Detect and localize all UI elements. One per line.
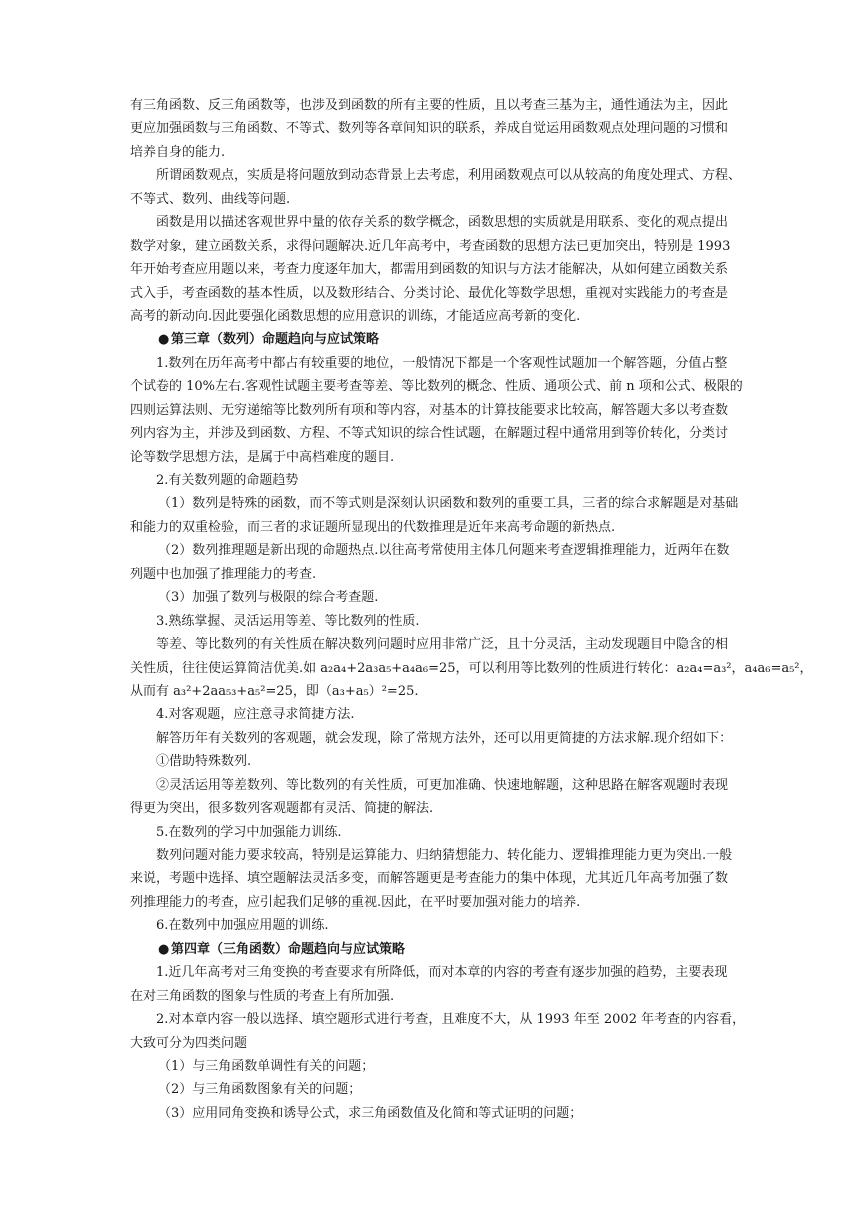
text-line (156, 211, 740, 234)
text-line (158, 1055, 740, 1078)
line-text: （3）应用同角变换和诱导公式，求三角函数值及化简和等式证明的问题； (158, 1105, 583, 1121)
line-text: 高考的新动向.因此要强化函数思想的应用意识的训练，才能适应高考新的变化. (130, 308, 581, 324)
text-line (156, 610, 740, 633)
line-text: 5.在数列的学习中加强能力训练. (156, 824, 342, 840)
text-line (130, 446, 740, 469)
text-line (130, 657, 813, 680)
bullet-icon: ● (158, 332, 170, 348)
section-heading (158, 328, 740, 351)
text-line (130, 375, 743, 398)
line-text: 列推理能力的考查，应引起我们足够的重视.因此，在平时要加强对能力的培养. (130, 894, 581, 910)
line-text: 等差、等比数列的有关性质在解决数列问题时应用非常广泛，且十分灵活，主动发现题目中隐含的相 (156, 637, 729, 653)
text-line (130, 94, 740, 117)
line-text: 数学对象，建立函数关系，求得问题解决.近几年高考中，考查函数的思想方法已更加突出，特别是 1993 (130, 238, 731, 254)
line-text: 和能力的双重检验，而三者的求证题所显现出的代数推理是近年来高考命题的新热点. (130, 519, 616, 535)
text-line (156, 469, 740, 492)
text-line (158, 539, 740, 562)
text-line (130, 563, 740, 586)
text-line (156, 352, 740, 375)
text-line (130, 305, 740, 328)
text-line (156, 164, 740, 187)
line-text: ①借助特殊数列. (156, 754, 252, 770)
line-text: 1.数列在历年高考中都占有较重要的地位，一般情况下都是一个客观性试题加一个解答题，分值占整 (156, 355, 728, 371)
line-text: 论等数学思想方法，是属于中高档难度的题目. (130, 449, 395, 465)
line-text: ②灵活运用等差数列、等比数列的有关性质，可更加准确、快速地解题，这种思路在解客观题时表现 (156, 777, 729, 793)
line-text: 大致可分为四类问题 (130, 1035, 248, 1051)
text-line (130, 188, 740, 211)
text-line (130, 797, 740, 820)
line-text: 有三角函数、反三角函数等，也涉及到函数的所有主要的性质，且以考查三基为主，通性通法为主，因此 (130, 98, 729, 113)
line-text: 函数是用以描述客观世界中量的依存关系的数学概念，函数思想的实质就是用联系、变化的观点提出 (156, 215, 729, 231)
line-text: 6.在数列中加强应用题的训练. (156, 918, 329, 934)
bullet-icon: ● (158, 941, 170, 957)
line-text: 1.近几年高考对三角变换的考查要求有所降低，而对本章的内容的考查有逐步加强的趋势，主要表现 (156, 965, 728, 981)
line-text: （1）与三角函数单调性有关的问题； (158, 1058, 375, 1074)
text-line (130, 117, 740, 140)
text-line (158, 1102, 740, 1125)
line-text: 式入手，考查函数的基本性质，以及数形结合、分类讨论、最优化等数学思想，重视对实践能力的考查是 (130, 285, 729, 301)
line-text: 从而有 a₃²+2aa₅₃+a₅²=25，即（a₃+a₅）²=25. (130, 683, 419, 699)
line-text: 2.有关数列题的命题趋势 (156, 473, 299, 488)
line-text: 培养自身的能力. (130, 144, 226, 160)
text-line (130, 141, 740, 164)
line-text: （2）与三角函数图象有关的问题； (158, 1082, 362, 1098)
text-line (130, 1032, 740, 1055)
text-line (156, 1008, 746, 1031)
line-text: 四则运算法则、无穷递缩等比数列所有项和等内容，对基本的计算技能要求比较高，解答题大多以考查数 (130, 402, 729, 418)
line-text: 在对三角函数的图象与性质的考查上有所加强. (130, 988, 395, 1004)
line-text: 列内容为主，并涉及到函数、方程、不等式知识的综合性试题，在解题过程中通常用到等价转化，分类讨 (130, 426, 729, 442)
text-line (158, 1078, 740, 1101)
text-line (130, 399, 740, 422)
line-text: 3.熟练掌握、灵活运用等差、等比数列的性质. (156, 613, 420, 629)
text-line (156, 914, 740, 937)
text-line (156, 821, 740, 844)
text-line (156, 961, 740, 984)
section-heading (158, 938, 740, 961)
line-text: 所谓函数观点，实质是将问题放到动态背景上去考虑，利用函数观点可以从较高的角度处理式、方程、 (156, 168, 742, 184)
line-text: 不等式、数列、曲线等问题. (130, 191, 291, 207)
text-line (156, 703, 740, 726)
line-text: 解答历年有关数列的客观题，就会发现，除了常规方法外，还可以用更简捷的方法求解.现介绍如下： (156, 730, 733, 746)
text-line (156, 750, 740, 773)
text-line (130, 282, 740, 305)
text-line (156, 774, 740, 797)
line-text: 第四章（三角函数）命题趋向与应试策略 (171, 941, 406, 957)
line-text: 年开始考查应用题以来，考查力度逐年加大，都需用到函数的知识与方法才能解决，从如何建立函数关系 (130, 262, 729, 278)
line-text: 个试卷的 10%左右.客观性试题主要考查等差、等比数列的概念、性质、通项公式、前 n 项和公式、极限的 (130, 379, 743, 395)
text-line (130, 235, 740, 258)
line-text: 更应加强函数与三角函数、不等式、数列等各章间知识的联系，养成自觉运用函数观点处理问题的习惯和 (130, 121, 729, 137)
text-body (130, 94, 813, 1125)
text-line (130, 680, 740, 703)
text-line (156, 633, 740, 656)
text-line (130, 258, 740, 281)
line-text: 得更为突出，很多数列客观题都有灵活、简捷的解法. (130, 801, 434, 817)
text-line (158, 586, 740, 609)
line-text: 4.对客观题，应注意寻求简捷方法. (156, 707, 355, 723)
text-line (156, 844, 740, 867)
text-line (158, 492, 740, 515)
text-line (156, 727, 740, 750)
line-text: （2）数列推理题是新出现的命题热点.以往高考常使用主体几何题来考查逻辑推理能力，近两年在数 (158, 543, 730, 559)
text-line (130, 422, 740, 445)
line-text: 来说，考题中选择、填空题解法灵活多变，而解答题更是考查能力的集中体现，尤其近几年高考加强了数 (130, 871, 729, 887)
text-line (130, 516, 740, 539)
line-text: （1）数列是特殊的函数，而不等式则是深刻认识函数和数列的重要工具，三者的综合求解题是对基础 (158, 496, 739, 512)
line-text: 关性质，往往使运算简洁优美.如 a₂a₄+2a₃a₅+a₄a₆=25，可以利用等比数列的性质进行转化：a₂a₄=a₃²，a₄a₆=a₅²， (130, 660, 813, 676)
line-text: 列题中也加强了推理能力的考查. (130, 566, 317, 582)
line-text: （3）加强了数列与极限的综合考查题. (158, 590, 379, 606)
text-line (130, 985, 740, 1008)
text-line (130, 891, 740, 914)
text-line (130, 867, 740, 890)
line-text: 数列问题对能力要求较高，特别是运算能力、归纳猜想能力、转化能力、逻辑推理能力更为突出.一般 (156, 848, 733, 863)
line-text: 第三章（数列）命题趋向与应试策略 (171, 332, 380, 348)
line-text: 2.对本章内容一般以选择、填空题形式进行考查，且难度不大，从 1993 年至 2002 年考查的内容看， (156, 1012, 746, 1028)
